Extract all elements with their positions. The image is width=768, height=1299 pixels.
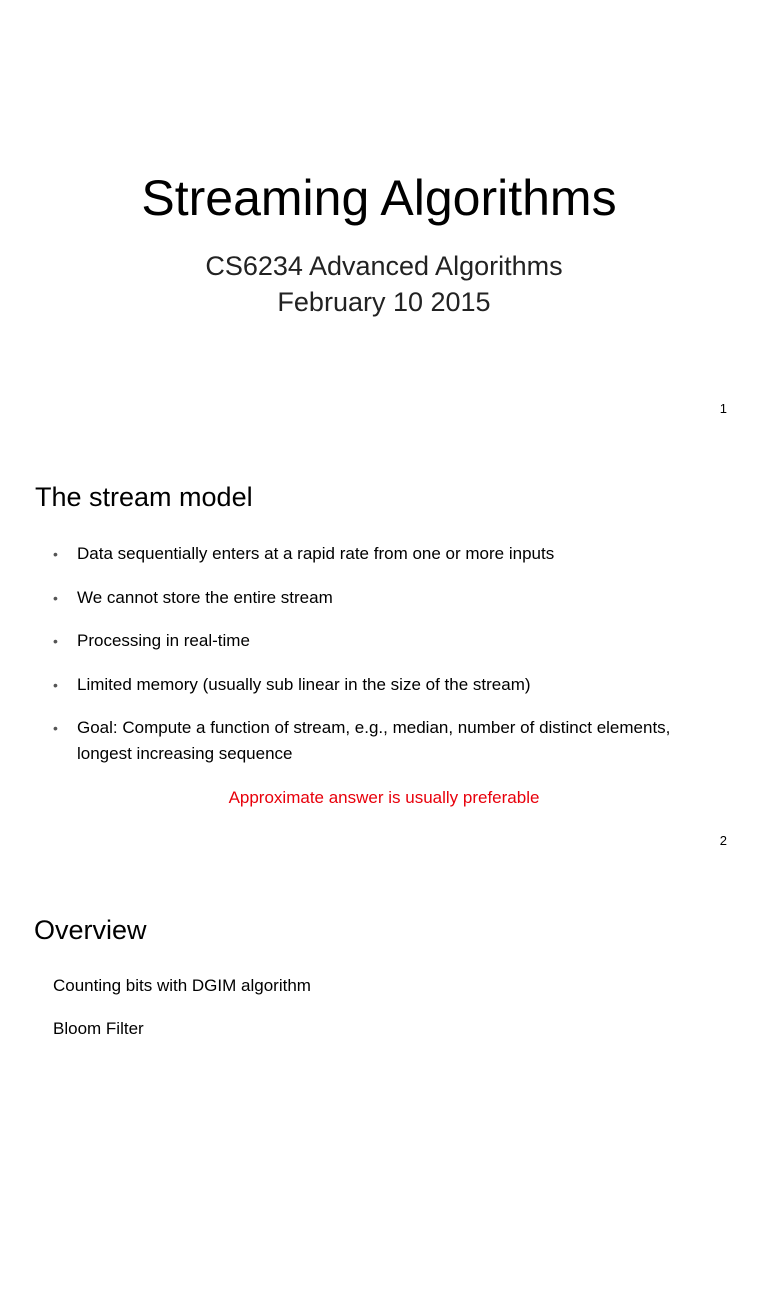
bullet-icon: • xyxy=(53,589,58,606)
page-number: 1 xyxy=(719,401,727,416)
bullet-item xyxy=(50,541,690,567)
list-item: Counting bits with DGIM algorithm xyxy=(53,976,311,995)
course-name: CS6234 Advanced Algorithms xyxy=(205,251,563,281)
slide-title xyxy=(0,0,768,433)
bullet-item xyxy=(50,715,690,767)
bullet-text: Data sequentially enters at a rapid rate from one or more inputs xyxy=(77,544,555,563)
list-item: Bloom Filter xyxy=(53,1019,144,1038)
slide-overview xyxy=(0,866,768,1299)
slide-subtitle xyxy=(0,248,768,320)
highlight-note: Approximate answer is usually preferable xyxy=(228,788,540,807)
bullet-item xyxy=(50,628,690,654)
slide-title-text: Streaming Algorithms xyxy=(141,170,617,226)
bullet-text: We cannot store the entire stream xyxy=(77,587,333,607)
bullet-item xyxy=(50,672,690,698)
overview-list xyxy=(53,974,311,1060)
bullet-icon: • xyxy=(53,720,58,736)
bullet-text: Limited memory (usually sub linear in the size of the stream) xyxy=(77,674,531,694)
bullet-icon: • xyxy=(53,676,58,693)
slide-stream-model xyxy=(0,433,768,866)
slide-heading: Overview xyxy=(34,915,147,945)
bullet-text: Goal: Compute a function of stream, e.g., median, number of distinct elements, longest increasing sequence xyxy=(77,718,671,763)
bullet-text: Processing in real-time xyxy=(77,631,250,650)
lecture-date: February 10 2015 xyxy=(277,287,491,317)
bullet-item xyxy=(50,585,690,611)
page-number: 2 xyxy=(719,833,727,848)
bullet-icon: • xyxy=(53,633,58,649)
slide-heading: The stream model xyxy=(35,482,253,512)
bullet-icon: • xyxy=(53,546,58,562)
bullet-list xyxy=(50,541,690,785)
